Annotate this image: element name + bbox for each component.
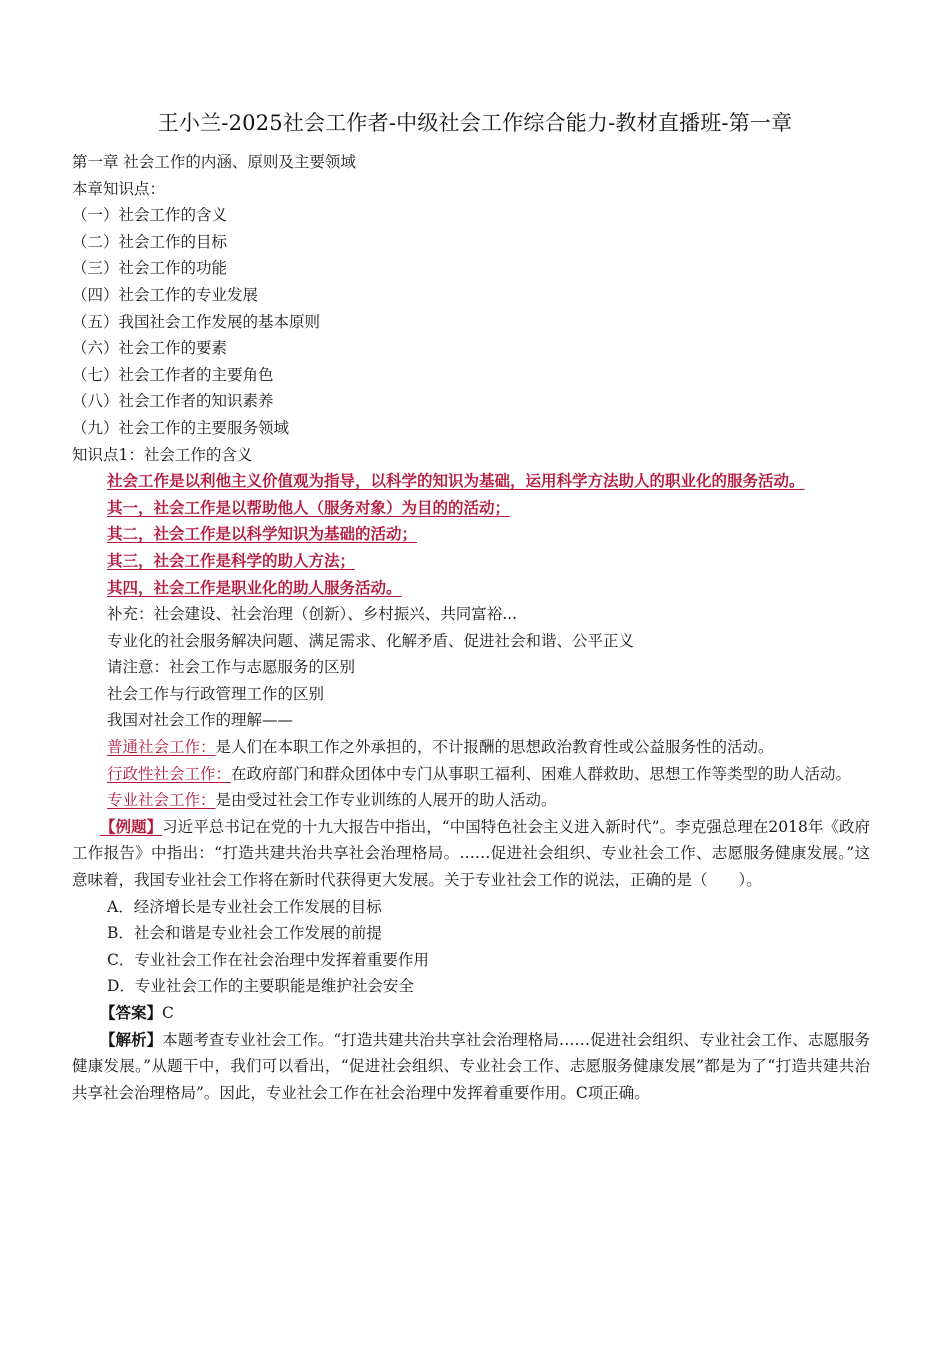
answer-tag: 【答案】: [100, 1003, 163, 1022]
option-item: C．专业社会工作在社会治理中发挥着重要作用: [107, 950, 429, 969]
list-item: （五）我国社会工作发展的基本原则: [72, 312, 321, 331]
analysis-text: 本题考查专业社会工作。“打造共建共治共享社会治理格局……促进社会组织、专业社会工作、志愿服务健康发展。”从题干中，我们可以看出，“促进社会组织、专业社会工作、志愿服务健康发展”都是为了“打造共建共治共享社会治理格局”。因此，专业社会工作在社会治理中发挥着重要作用。C项正确。: [72, 1030, 870, 1102]
type-desc: 是由受过社会工作专业训练的人展开的助人活动。: [215, 791, 557, 810]
knowledge-points-list: [72, 202, 870, 441]
understanding-text: 我国对社会工作的理解——: [107, 711, 294, 730]
example-question: [72, 814, 870, 894]
definition-point-text: 其三，社会工作是科学的助人方法；: [107, 550, 356, 570]
list-item: （七）社会工作者的主要角色: [72, 365, 274, 384]
example-tag: 【例题】: [100, 816, 163, 836]
definition-point: [72, 548, 870, 575]
list-item: （四）社会工作的专业发展: [72, 285, 259, 304]
list-item: （九）社会工作的主要服务领域: [72, 418, 290, 437]
definition-point: [72, 495, 870, 522]
type-term: 专业社会工作：: [107, 791, 216, 810]
document-body: [72, 149, 870, 1106]
type-professional: [72, 787, 870, 814]
list-item: （六）社会工作的要素: [72, 339, 228, 358]
definition-point: [72, 521, 870, 548]
type-term: 普通社会工作：: [107, 738, 216, 757]
definition-point-text: 其四，社会工作是职业化的助人服务活动。: [107, 577, 402, 597]
answer-value: C: [162, 1004, 174, 1022]
professional-text: 专业化的社会服务解决问题、满足需求、化解矛盾、促进社会和谐、公平正义: [107, 631, 635, 650]
list-item: （一）社会工作的含义: [72, 206, 228, 225]
definition-point: [72, 575, 870, 602]
type-desc: 是人们在本职工作之外承担的，不计报酬的思想政治教育性或公益服务性的活动。: [215, 738, 774, 757]
option-item: D．专业社会工作的主要职能是维护社会安全: [107, 977, 414, 996]
example-stem: 习近平总书记在党的十九大报告中指出，“中国特色社会主义进入新时代”。李克强总理在2018年《政府工作报告》中指出：“打造共建共治共享社会治理格局。……促进社会组织、专业社会工作、志愿服务健康发展。”这意味着，我国专业社会工作将在新时代获得更大发展。关于专业社会工作的说法，正确的是（ ）。: [72, 817, 870, 890]
example-options: [72, 894, 870, 1000]
option-item: A．经济增长是专业社会工作发展的目标: [107, 897, 382, 916]
list-item: （二）社会工作的目标: [72, 232, 228, 251]
knowledge-point-1-label: 知识点1：社会工作的含义: [72, 445, 253, 464]
document-title: 王小兰-2025社会工作者-中级社会工作综合能力-教材直播班-第一章: [157, 111, 793, 135]
option-item: B．社会和谐是专业社会工作发展的前提: [107, 924, 382, 943]
chapter-heading: 第一章 社会工作的内涵、原则及主要领域: [72, 153, 356, 171]
type-term: 行政性社会工作：: [107, 764, 232, 783]
knowledge-points-label: 本章知识点：: [72, 179, 166, 198]
type-administrative: [72, 761, 870, 788]
list-item: （三）社会工作的功能: [72, 259, 228, 278]
definition-text: 社会工作是以利他主义价值观为指导，以科学的知识为基础，运用科学方法助人的职业化的服务活动。: [107, 471, 805, 491]
analysis-paragraph: [72, 1027, 870, 1107]
note-volunteer: 请注意：社会工作与志愿服务的区别: [107, 658, 356, 677]
answer-line: [72, 1000, 870, 1027]
definition-point-text: 其一，社会工作是以帮助他人（服务对象）为目的的活动；: [107, 497, 511, 517]
analysis-tag: 【解析】: [100, 1029, 163, 1049]
type-general: [72, 734, 870, 761]
definition-point-text: 其二，社会工作是以科学知识为基础的活动；: [107, 524, 418, 544]
supplement-text: 补充：社会建设、社会治理（创新）、乡村振兴、共同富裕...: [107, 605, 518, 624]
note-administration: 社会工作与行政管理工作的区别: [107, 684, 325, 703]
list-item: （八）社会工作者的知识素养: [72, 392, 274, 411]
type-desc: 在政府部门和群众团体中专门从事职工福利、困难人群救助、思想工作等类型的助人活动。: [231, 764, 852, 783]
